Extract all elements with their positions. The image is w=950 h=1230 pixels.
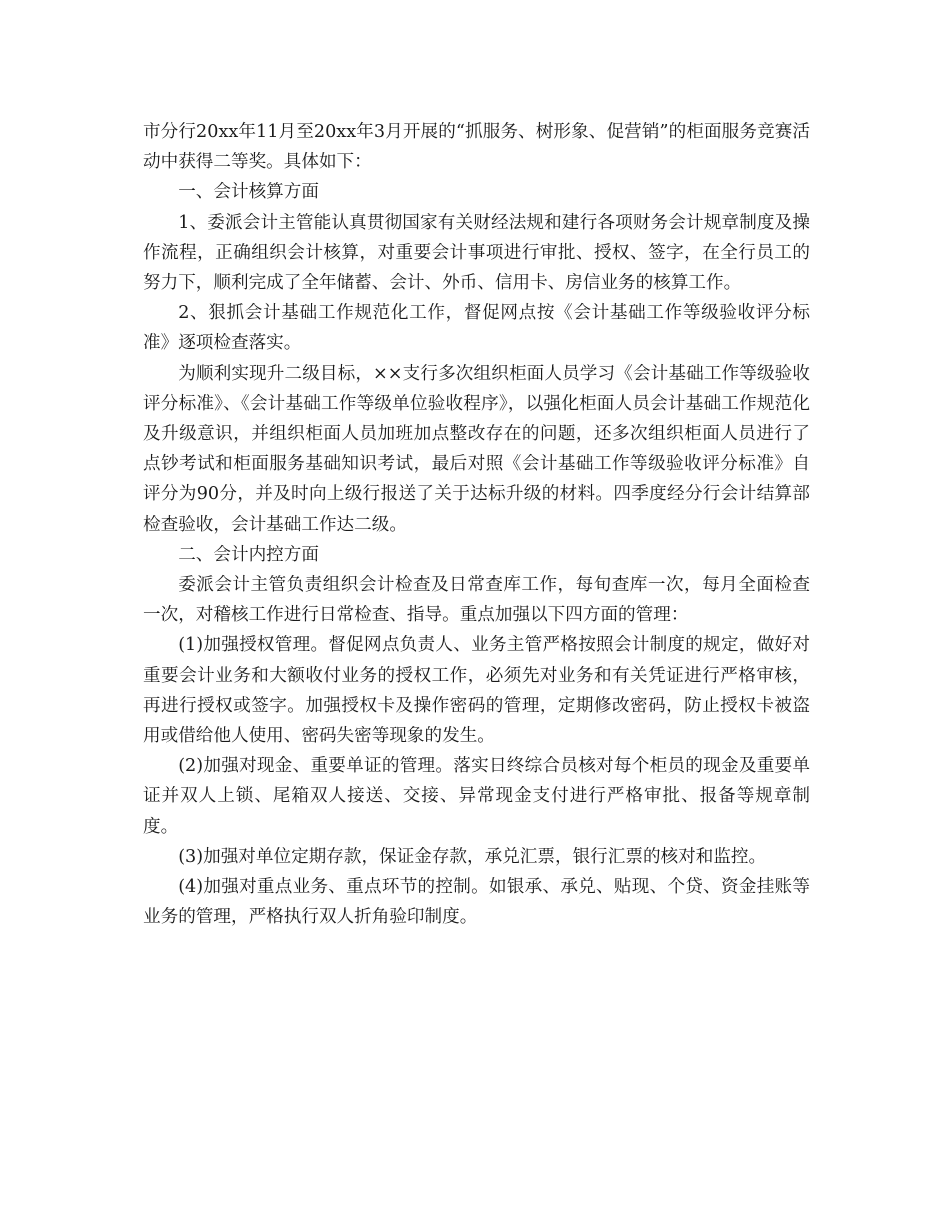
paragraph-item-2: 2、狠抓会计基础工作规范化工作，督促网点按《会计基础工作等级验收评分标准》逐项检查落实。: [143, 303, 810, 354]
paragraph-point-2: (2)加强对现金、重要单证的管理。落实日终综合员核对每个柜员的现金及重要单证并双人上锁、尾箱双人接送、交接、异常现金支付进行严格审批、报备等规章制度。: [143, 756, 810, 837]
paragraph-point-3: (3)加强对单位定期存款，保证金存款，承兑汇票，银行汇票的核对和监控。: [178, 846, 767, 867]
heading-accounting: 一、会计核算方面: [178, 182, 319, 203]
paragraph-point-1: (1)加强授权管理。督促网点负责人、业务主管严格按照会计制度的规定，做好对重要会计业务和大额收付业务的授权工作，必须先对业务和有关凭证进行严格审核，再进行授权或签字。加强授权卡及操作密码的管理，定期修改密码，防止授权卡被盗用或借给他人使用、密码失密等现象的发生。: [143, 635, 810, 747]
paragraph-item-1: 1、委派会计主管能认真贯彻国家有关财经法规和建行各项财务会计规章制度及操作流程，正确组织会计核算，对重要会计事项进行审批、授权、签字，在全行员工的努力下，顺利完成了全年储蓄、会计、外币、信用卡、房信业务的核算工作。: [143, 212, 810, 294]
paragraph-point-4: (4)加强对重点业务、重点环节的控制。如银承、承兑、贴现、个贷、资金挂账等业务的管理，严格执行双人折角验印制度。: [143, 877, 810, 928]
paragraph-upgrade: 为顺利实现升二级目标，××支行多次组织柜面人员学习《会计基础工作等级验收评分标准》、《会计基础工作等级单位验收程序》，以强化柜面人员会计基础工作规范化及升级意识，并组织柜面人员加班加点整改存在的问题，还多次组织柜面人员进行了点钞考试和柜面服务基础知识考试，最后对照《会计基础工作等级验收评分标准》自评分为90分，并及时向上级行报送了关于达标升级的材料。四季度经分行会计结算部检查验收，会计基础工作达二级。: [143, 363, 810, 535]
paragraph-inspection: 委派会计主管负责组织会计检查及日常查库工作，每旬查库一次，每月全面检查一次，对稽核工作进行日常检查、指导。重点加强以下四方面的管理：: [143, 575, 810, 626]
paragraph-intro: 市分行20xx年11月至20xx年3月开展的“抓服务、树形象、促营销”的柜面服务竞赛活动中获得二等奖。具体如下：: [143, 122, 810, 173]
document-page: [143, 117, 810, 932]
heading-internal-control: 二、会计内控方面: [178, 544, 319, 565]
